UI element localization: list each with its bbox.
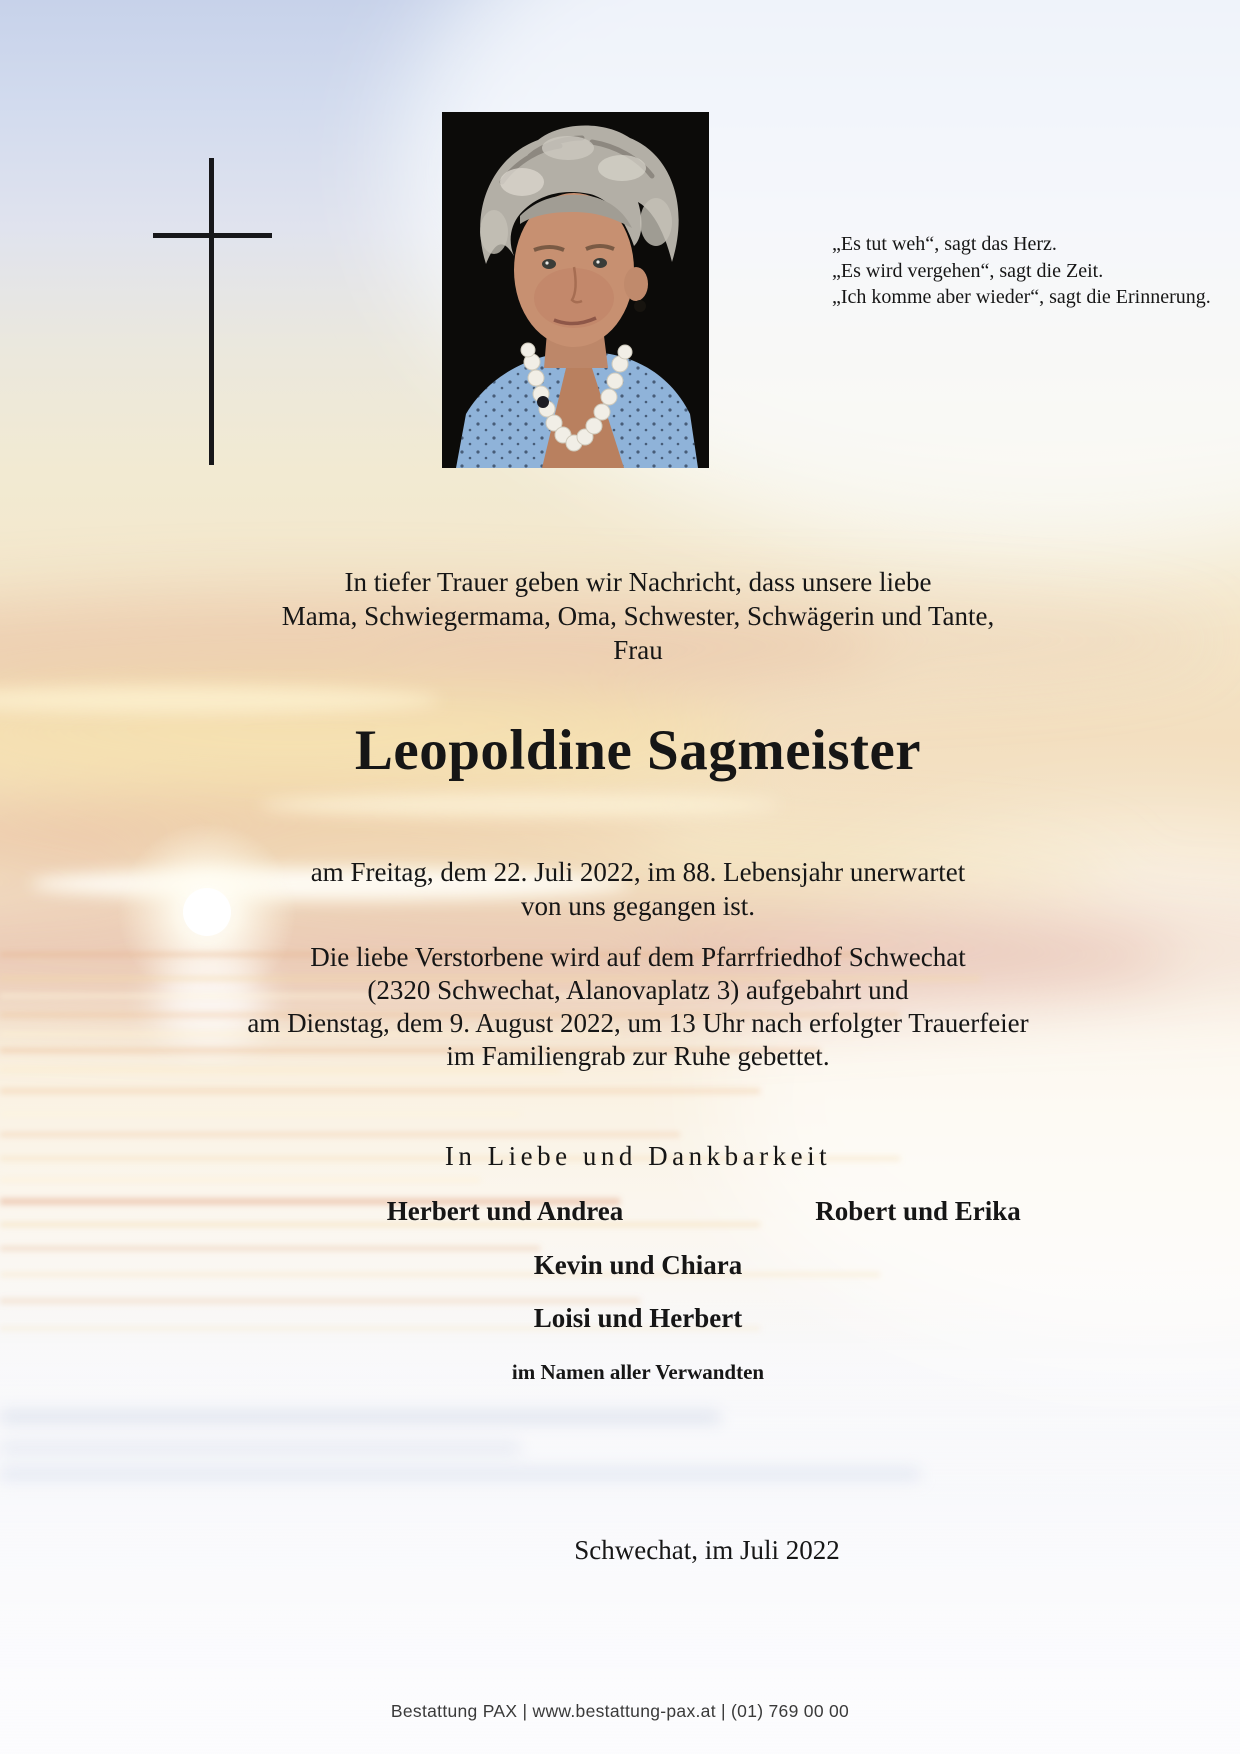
mourner-loisi-herbert: Loisi und Herbert [533, 1303, 743, 1333]
funeral-line-1: Die liebe Verstorbene wird auf dem Pfarrfriedhof Schwechat [310, 942, 966, 972]
intro-line-1: In tiefer Trauer geben wir Nachricht, dass unsere liebe [344, 567, 932, 597]
closing-heading: In Liebe und Dankbarkeit [444, 1141, 832, 1171]
place-and-date [36, 1535, 1240, 1569]
mourners-row [36, 1196, 1240, 1232]
quote-line-1: „Es tut weh“, sagt das Herz. [832, 233, 1057, 255]
intro-line-3: Frau [613, 635, 663, 665]
announcement-column [36, 0, 1240, 1754]
funeral-line-3: am Dienstag, dem 9. August 2022, um 13 Uhr nach erfolgter Trauerfeier [247, 1008, 1029, 1038]
relatives-note: im Namen aller Verwandten [511, 1360, 765, 1384]
death-date-paragraph [36, 855, 1240, 923]
funeral-line-4: im Familiengrab zur Ruhe gebettet. [446, 1041, 830, 1071]
mourner-robert-erika: Robert und Erika [815, 1196, 1021, 1226]
funeral-info-paragraph [36, 941, 1240, 1073]
funeral-line-2: (2320 Schwechat, Alanovaplatz 3) aufgebahrt und [367, 975, 909, 1005]
death-line-2: von uns gegangen ist. [521, 891, 755, 921]
death-line-1: am Freitag, dem 22. Juli 2022, im 88. Lebensjahr unerwartet [310, 857, 966, 887]
quote-line-2: „Es wird vergehen“, sagt die Zeit. [832, 259, 1104, 282]
mourner-herbert-andrea: Herbert und Andrea [386, 1196, 624, 1226]
intro-line-2: Mama, Schwiegermama, Oma, Schwester, Schwägerin und Tante, [281, 601, 995, 631]
mourner-kevin-chiara: Kevin und Chiara [533, 1250, 743, 1280]
announcement-intro [36, 565, 1240, 667]
funeral-home-footer: Bestattung PAX | www.bestattung-pax.at | (01) 769 00 00 [390, 1701, 850, 1721]
quote-line-3: „Ich komme aber wieder“, sagt die Erinnerung. [832, 286, 1211, 308]
place-date-text: Schwechat, im Juli 2022 [574, 1535, 840, 1565]
deceased-name: Leopoldine Sagmeister [354, 719, 922, 782]
